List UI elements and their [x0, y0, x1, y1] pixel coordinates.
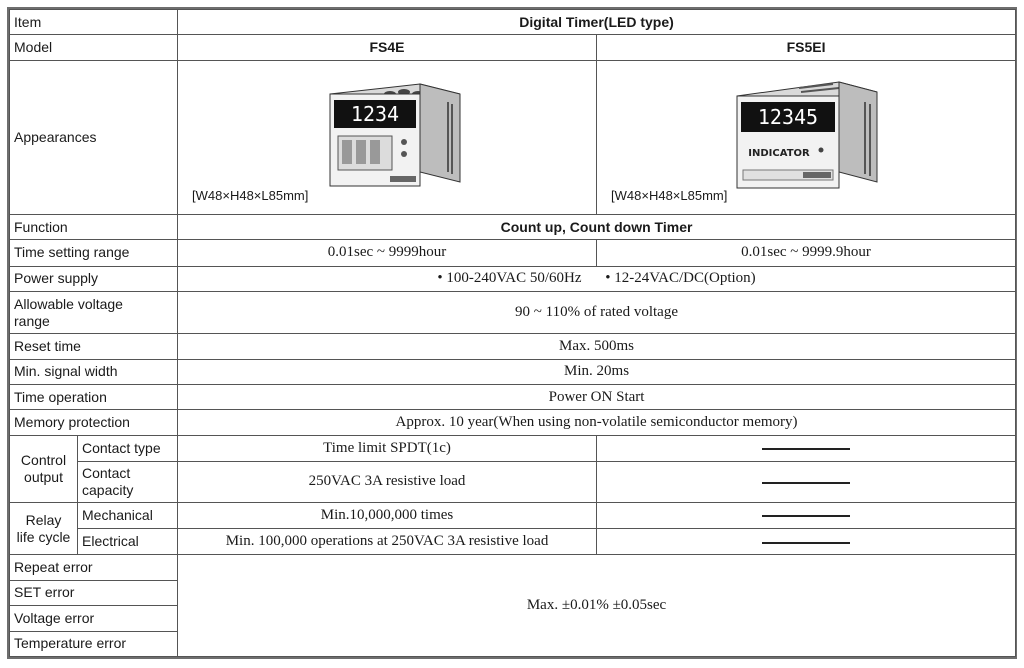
spec-sheet: [7, 7, 1017, 659]
svg-text:12345: 12345: [757, 105, 819, 130]
reset-time-value: Max. 500ms: [178, 334, 1016, 359]
power-supply-label: Power supply: [10, 266, 178, 291]
spec-table: [9, 9, 1016, 657]
mechanical-fs4e: Min.10,000,000 times: [178, 502, 597, 528]
power-dc-option: • 12-24VAC/DC(Option): [605, 270, 756, 287]
relay-label-line1: Relay: [25, 511, 62, 528]
row-model: [10, 35, 1016, 60]
row-allowable-voltage: [10, 291, 1016, 334]
model-label: Model: [10, 35, 178, 60]
not-applicable-dash: [762, 542, 850, 544]
row-memory-protection: [10, 410, 1016, 435]
row-time-operation: [10, 385, 1016, 410]
row-reset-time: [10, 334, 1016, 359]
min-signal-value: Min. 20ms: [178, 359, 1016, 384]
row-contact-type: [10, 435, 1016, 461]
item-label: Item: [10, 10, 178, 35]
contact-type-fs5ei-none: [597, 435, 1016, 461]
fs4e-dimensions: [W48×H48×L85mm]: [192, 188, 309, 204]
not-applicable-dash: [762, 515, 850, 517]
temperature-error-label: Temperature error: [10, 631, 178, 657]
mechanical-label: Mechanical: [78, 502, 178, 528]
row-mechanical: [10, 502, 1016, 528]
not-applicable-dash: [762, 448, 850, 450]
power-ac: • 100-240VAC 50/60Hz: [437, 270, 582, 287]
electrical-label: Electrical: [78, 529, 178, 555]
appearance-label: Appearances: [10, 60, 178, 214]
row-time-setting: [10, 240, 1016, 266]
time-setting-fs4e: 0.01sec ~ 9999hour: [178, 240, 597, 266]
voltage-error-label: Voltage error: [10, 606, 178, 631]
min-signal-label: Min. signal width: [10, 359, 178, 384]
model-fs4e: FS4E: [178, 35, 597, 60]
contact-type-label: Contact type: [78, 435, 178, 461]
fs4e-timer-image: [320, 72, 470, 192]
time-operation-value: Power ON Start: [178, 385, 1016, 410]
error-value: Max. ±0.01% ±0.05sec: [178, 555, 1016, 657]
contact-capacity-fs4e: 250VAC 3A resistive load: [178, 462, 597, 503]
function-value: Count up, Count down Timer: [178, 214, 1016, 239]
time-operation-label: Time operation: [10, 385, 178, 410]
not-applicable-dash: [762, 482, 850, 484]
set-error-label: SET error: [10, 580, 178, 605]
row-min-signal: [10, 359, 1016, 384]
row-contact-capacity: [10, 462, 1016, 503]
model-fs5ei: FS5EI: [597, 35, 1016, 60]
electrical-fs4e: Min. 100,000 operations at 250VAC 3A resistive load: [178, 529, 597, 555]
mechanical-fs5ei-none: [597, 502, 1016, 528]
contact-capacity-label: [78, 462, 178, 503]
relay-life-cycle-label: [10, 502, 78, 555]
row-power-supply: [10, 266, 1016, 291]
row-electrical: [10, 529, 1016, 555]
fs5ei-indicator-image: [729, 70, 879, 194]
allowable-voltage-label: [10, 291, 178, 334]
time-setting-fs5ei: 0.01sec ~ 9999.9hour: [597, 240, 1016, 266]
contact-capacity-label-line2: capacity: [82, 481, 134, 498]
row-item: [10, 10, 1016, 35]
control-output-label: [10, 435, 78, 502]
appearance-fs5ei: [597, 60, 1016, 214]
svg-text:INDICATOR: INDICATOR: [748, 148, 810, 160]
row-repeat-error: [10, 555, 1016, 580]
memory-protection-label: Memory protection: [10, 410, 178, 435]
allowable-voltage-label-line1: Allowable voltage: [14, 295, 123, 312]
row-function: [10, 214, 1016, 239]
appearance-fs4e: [178, 60, 597, 214]
svg-text:1234: 1234: [350, 102, 400, 127]
time-setting-label: Time setting range: [10, 240, 178, 266]
reset-time-label: Reset time: [10, 334, 178, 359]
fs5ei-dimensions: [W48×H48×L85mm]: [611, 188, 728, 204]
function-label: Function: [10, 214, 178, 239]
contact-capacity-fs5ei-none: [597, 462, 1016, 503]
product-type: Digital Timer(LED type): [178, 10, 1016, 35]
allowable-voltage-label-line2: range: [14, 312, 50, 329]
repeat-error-label: Repeat error: [10, 555, 178, 580]
contact-capacity-label-line1: Contact: [82, 464, 131, 481]
control-output-label-line2: output: [24, 468, 63, 485]
electrical-fs5ei-none: [597, 529, 1016, 555]
memory-protection-value: Approx. 10 year(When using non-volatile semiconductor memory): [178, 410, 1016, 435]
contact-type-fs4e: Time limit SPDT(1c): [178, 435, 597, 461]
allowable-voltage-value: 90 ~ 110% of rated voltage: [178, 291, 1016, 334]
power-supply-value: [178, 266, 1016, 291]
control-output-label-line1: Control: [20, 451, 67, 468]
relay-label-line2: life cycle: [16, 528, 71, 545]
row-appearance: [10, 60, 1016, 214]
